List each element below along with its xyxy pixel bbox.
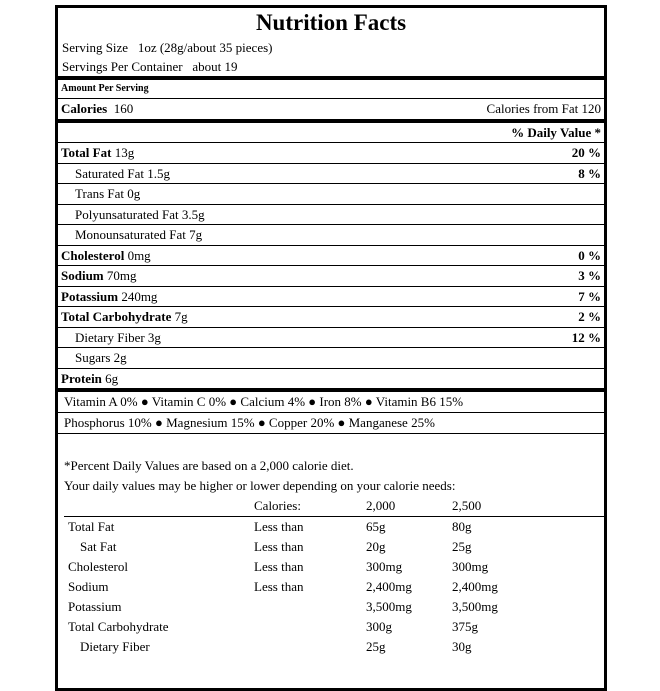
nutrient-row <box>58 327 604 348</box>
nutrient-name: Cholesterol <box>61 247 125 263</box>
dv-table-cell: 2,400mg <box>366 579 412 594</box>
nutrient-amount: 70mg <box>106 268 137 283</box>
dv-table-cell: 300g <box>366 619 392 634</box>
nutrient-name: Protein <box>61 370 102 386</box>
nutrient-list <box>58 142 604 388</box>
dv-table-cell: Dietary Fiber <box>80 639 150 654</box>
servings-per-container <box>58 57 604 76</box>
nutrient-row <box>58 347 604 368</box>
nutrient-amount: 3g <box>147 329 161 345</box>
nutrient-name: Sugars <box>75 350 111 365</box>
vitamins-line-1: Vitamin A 0% ● Vitamin C 0% ● Calcium 4% ● Iron 8% ● Vitamin B6 15% <box>58 388 604 412</box>
nutrient-amount: 3.5g <box>181 206 205 222</box>
calories-label: Calories <box>61 101 108 116</box>
nutrient-dv: 3 % <box>578 268 601 283</box>
nutrient-dv: 7 % <box>578 288 601 304</box>
nutrient-dv: 20 % <box>571 145 601 160</box>
dv-table-row <box>64 517 604 537</box>
nutrient-amount: 6g <box>105 370 119 386</box>
nutrient-dv: 0 % <box>578 247 601 263</box>
dv-table-cell: 25g <box>452 539 472 554</box>
dv-table-cell: Less than <box>254 539 304 554</box>
calories-row <box>58 98 604 119</box>
dv-table-cell: Calories: <box>254 498 301 513</box>
dv-table-cell: 25g <box>366 639 386 654</box>
footnote-2: Your daily values may be higher or lower depending on your calorie needs: <box>64 478 456 493</box>
nutrient-amount: 2g <box>113 350 127 365</box>
nutrient-name: Polyunsaturated Fat <box>75 206 179 222</box>
dv-table-cell: Potassium <box>68 599 122 614</box>
nutrient-name: Saturated Fat <box>75 165 144 181</box>
dv-table-cell: Less than <box>254 559 304 574</box>
dv-table-cell: Sat Fat <box>80 539 117 554</box>
servings-value: about 19 <box>192 59 238 74</box>
dv-table-cell: 375g <box>452 619 478 634</box>
nutrient-name: Sodium <box>61 268 104 283</box>
nutrition-label <box>55 5 607 691</box>
dv-table-cell: 80g <box>452 519 472 534</box>
daily-value-table <box>64 496 604 657</box>
vitamins-line-2: Phosphorus 10% ● Magnesium 15% ● Copper 20% ● Manganese 25% <box>58 412 604 433</box>
serving-size-value: 1oz (28g/about 35 pieces) <box>137 40 273 55</box>
nutrient-row <box>58 245 604 266</box>
dv-table-cell: 30g <box>452 639 472 654</box>
dv-table-cell <box>254 617 366 637</box>
label-title: Nutrition Facts <box>255 10 407 35</box>
amount-per-serving: Amount Per Serving <box>58 76 604 98</box>
dv-table-cell <box>254 637 366 657</box>
nutrient-amount: 13g <box>114 145 135 160</box>
dv-table-cell: Less than <box>254 579 304 594</box>
footnote-1: *Percent Daily Values are based on a 2,000 calorie diet. <box>64 458 354 473</box>
dv-table-row <box>64 637 604 657</box>
dv-table-cell: 2,500 <box>452 498 482 513</box>
nutrient-row <box>58 368 604 389</box>
nutrient-name: Dietary Fiber <box>75 329 145 345</box>
dv-table-row <box>64 537 604 557</box>
nutrient-row <box>58 183 604 204</box>
nutrient-amount: 0g <box>127 186 141 201</box>
nutrient-amount: 1.5g <box>147 165 170 181</box>
dv-table-cell: 300mg <box>366 559 403 574</box>
serving-size <box>58 38 604 57</box>
nutrient-row <box>58 204 604 225</box>
serving-size-label: Serving Size <box>62 40 129 55</box>
nutrient-name: Total Carbohydrate <box>61 309 172 324</box>
calories-from-fat: Calories from Fat 120 <box>486 101 601 116</box>
dv-table-cell: 2,400mg <box>452 579 498 594</box>
dv-table-cell: 2,000 <box>366 498 396 513</box>
nutrient-row <box>58 306 604 327</box>
nutrient-dv: 8 % <box>578 165 601 181</box>
nutrient-row <box>58 265 604 286</box>
nutrient-amount: 7g <box>174 309 188 324</box>
dv-table-cell: Total Carbohydrate <box>68 619 169 634</box>
dv-table-cell: 65g <box>366 519 386 534</box>
nutrient-amount: 7g <box>189 227 203 242</box>
nutrient-amount: 240mg <box>121 288 158 304</box>
nutrient-row <box>58 286 604 307</box>
dv-table-cell: 20g <box>366 539 386 554</box>
footnote <box>58 433 604 657</box>
dv-table-cell: 3,500mg <box>452 599 498 614</box>
servings-label: Servings Per Container <box>62 59 183 74</box>
dv-table-row <box>64 577 604 597</box>
dv-table-cell: Cholesterol <box>68 559 128 574</box>
nutrient-amount: 0mg <box>127 247 151 263</box>
dv-table-cell: Sodium <box>68 579 109 594</box>
dv-table-cell: Less than <box>254 519 304 534</box>
nutrient-dv: 2 % <box>578 309 601 324</box>
nutrient-row <box>58 163 604 184</box>
dv-table-row <box>64 557 604 577</box>
dv-table-row <box>64 617 604 637</box>
dv-header: % Daily Value * <box>511 124 601 140</box>
dv-table-cell: 3,500mg <box>366 599 412 614</box>
nutrient-name: Potassium <box>61 288 119 304</box>
nutrient-name: Monounsaturated Fat <box>75 227 186 242</box>
dv-table-cell: 300mg <box>452 559 489 574</box>
dv-table-row <box>64 597 604 617</box>
dv-table-cell: Total Fat <box>68 519 115 534</box>
calories-value: 160 <box>113 101 134 116</box>
dv-table-row <box>64 496 604 517</box>
dv-header-row <box>58 119 604 143</box>
dv-table-cell <box>64 496 254 516</box>
nutrient-name: Trans Fat <box>75 186 125 201</box>
nutrient-row <box>58 224 604 245</box>
nutrient-row <box>58 142 604 163</box>
nutrient-name: Total Fat <box>61 145 112 160</box>
nutrient-dv: 12 % <box>571 329 601 345</box>
dv-table-cell <box>254 597 366 617</box>
